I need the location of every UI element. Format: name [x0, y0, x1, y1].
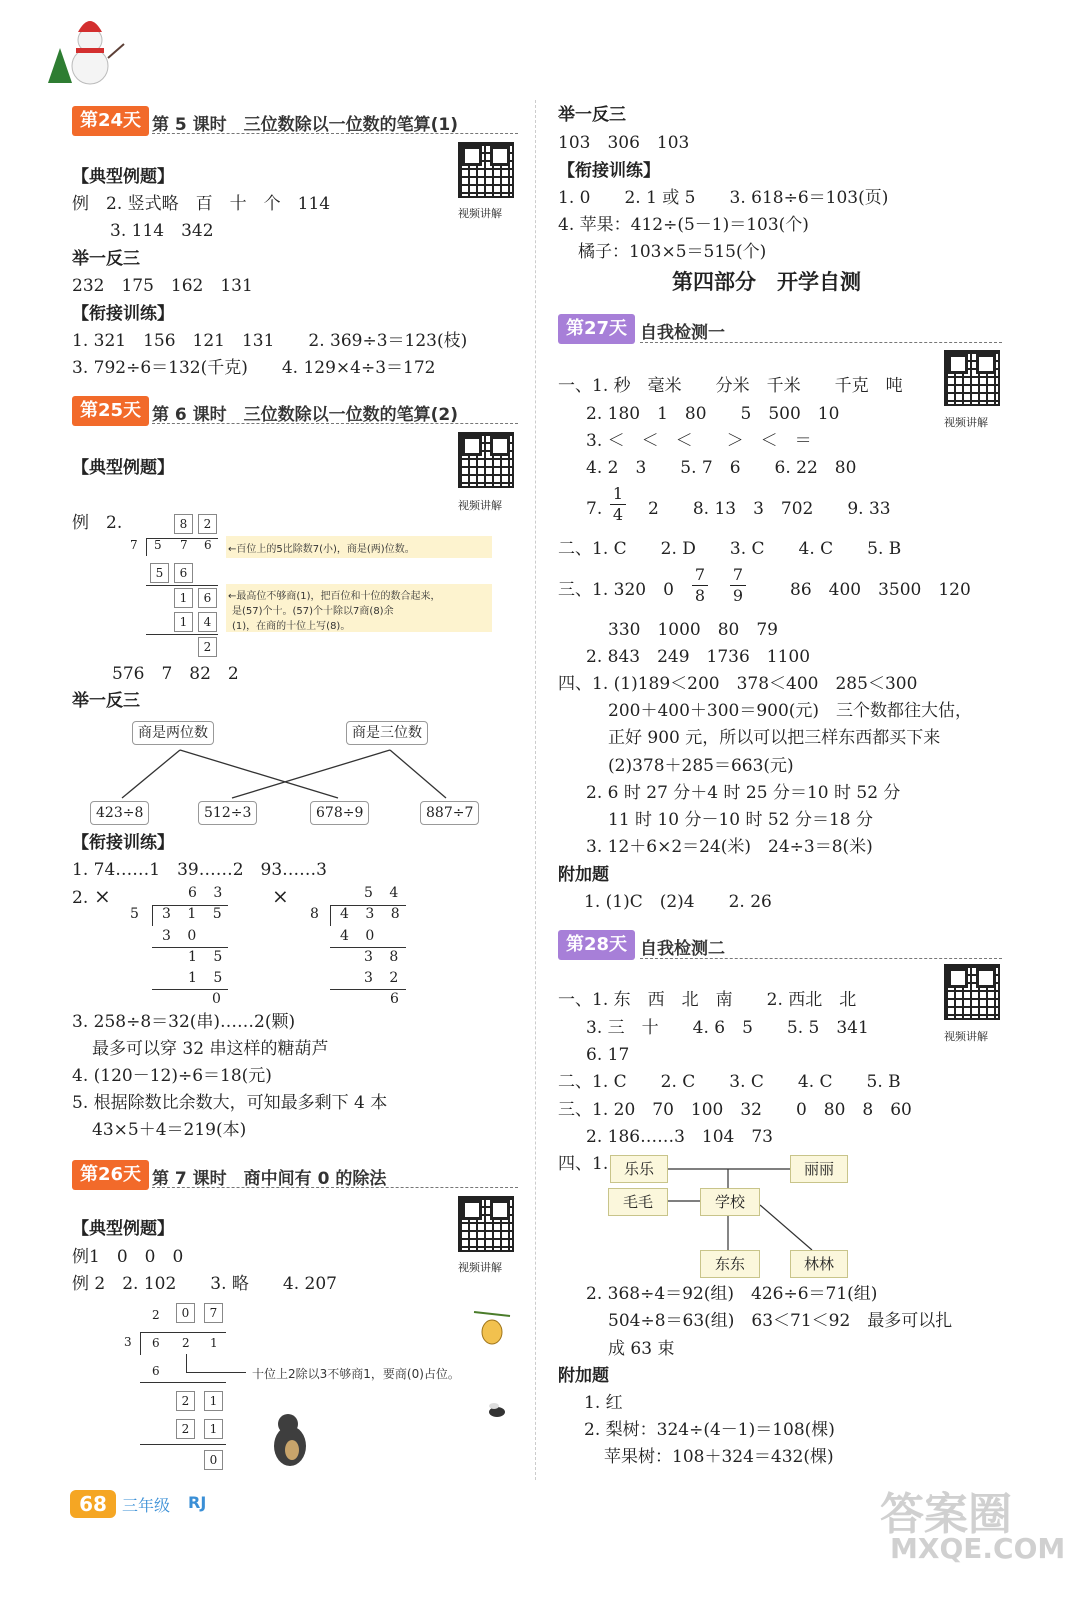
answer-line: 例1 0 0 0 — [72, 1247, 184, 1267]
answer-line: 6. 17 — [586, 1045, 630, 1065]
answer-line: 2. 843 249 1736 1100 — [586, 647, 811, 667]
day28-tag: 第28天 — [558, 930, 635, 960]
option-box: 512÷3 — [198, 801, 257, 825]
qr-label: 视频讲解 — [944, 1030, 988, 1043]
answer-line: 1. (1)C (2)4 2. 26 — [584, 892, 772, 912]
answer-line: 2 8. 13 3 702 9. 33 — [648, 499, 891, 519]
wrong-mark: × — [94, 884, 111, 908]
section-heading: 举一反三 — [72, 691, 140, 711]
day24-tag: 第24天 — [72, 106, 149, 136]
answer-line: 330 1000 80 79 — [608, 620, 778, 640]
place-lele: 乐乐 — [610, 1155, 668, 1183]
day27-title: 自我检测一 — [640, 323, 725, 343]
answer-line: 二、1. C 2. D 3. C 4. C 5. B — [558, 539, 902, 559]
section-heading: 【典型例题】 — [72, 167, 174, 187]
answer-line: 2. 186……3 104 73 — [586, 1127, 773, 1147]
answer-line: 200＋400＋300＝900(元) 三个数都往大估， — [608, 701, 973, 721]
answer-line: 3. 258÷8＝32(串)……2(颗) — [72, 1012, 296, 1032]
section-heading: 【典型例题】 — [72, 1219, 174, 1239]
qr-label: 视频讲解 — [458, 207, 502, 220]
answer-line: 四、1. (1)189＜200 378＜400 285＜300 — [558, 674, 918, 694]
answer-line: 576 7 82 2 — [112, 664, 239, 684]
answer-line: 4. (120－12)÷6＝18(元) — [72, 1066, 272, 1086]
edition-label: RJ — [188, 1493, 207, 1512]
answer-line: 一、1. 东 西 北 南 2. 西北 北 — [558, 990, 857, 1010]
day28-title: 自我检测二 — [640, 939, 725, 959]
answer-line: 苹果树：108＋324＝432(棵) — [604, 1447, 834, 1467]
fraction: 7 9 — [730, 566, 746, 605]
day26-title: 第 7 课时 商中间有 0 的除法 — [152, 1169, 387, 1189]
answer-line: 3. 792÷6＝132(千克) 4. 129×4÷3＝172 — [72, 358, 436, 378]
answer-line: 4. 2 3 5. 7 6 6. 22 80 — [586, 458, 857, 478]
fraction: 7 8 — [692, 566, 708, 605]
page-number: 68 — [70, 1490, 116, 1518]
answer-line: 1. 0 2. 1 或 5 3. 618÷6＝103(页) — [558, 188, 889, 208]
answer-line: 2. 180 1 80 5 500 10 — [586, 404, 840, 424]
answer-line: 三、1. 320 0 — [558, 580, 674, 600]
answer-line: 3. 114 342 — [110, 221, 214, 241]
answer-line: 最多可以穿 32 串这样的糖葫芦 — [92, 1039, 329, 1059]
option-box: 678÷9 — [310, 801, 369, 825]
answer-line: 3. ＜ ＜ ＜ ＞ ＜ ＝ — [586, 431, 812, 451]
qr-label: 视频讲解 — [944, 416, 988, 429]
answer-line: 1. 红 — [584, 1393, 623, 1413]
section-heading: 【典型例题】 — [72, 458, 174, 478]
day27-tag: 第27天 — [558, 314, 635, 344]
place-school: 学校 — [700, 1188, 760, 1216]
section-heading: 【衔接训练】 — [558, 161, 660, 181]
wrong-mark: × — [272, 884, 289, 908]
day26-tag: 第26天 — [72, 1160, 149, 1190]
fraction: 1 4 — [610, 485, 626, 524]
section-heading: 举一反三 — [558, 105, 626, 125]
place-lili: 丽丽 — [790, 1155, 848, 1183]
label-three-digit: 商是三位数 — [346, 721, 428, 745]
day24-title: 第 5 课时 三位数除以一位数的笔算(1) — [152, 115, 459, 135]
watermark-logo: 答案圈 — [880, 1489, 1012, 1540]
qr-label: 视频讲解 — [458, 499, 502, 512]
answer-line: 一、1. 秒 毫米 分米 千米 千克 吨 — [558, 376, 903, 396]
answer-line: 1. 321 156 121 131 2. 369÷3＝123(枝) — [72, 331, 468, 351]
section-heading: 【衔接训练】 — [72, 833, 174, 853]
day25-tag: 第25天 — [72, 396, 149, 426]
example-label: 例 2. — [72, 513, 123, 533]
answer-line: 2. — [72, 888, 89, 908]
answer-line: 3. 12＋6×2＝24(米) 24÷3＝8(米) — [586, 837, 873, 857]
answer-line: 86 400 3500 120 — [790, 580, 971, 600]
answer-line: 7. — [586, 499, 603, 519]
answer-line: 橘子：103×5＝515(个) — [578, 242, 767, 262]
answer-line: 103 306 103 — [558, 133, 690, 153]
answer-line: 5. 根据除数比余数大，可知最多剩下 4 本 — [72, 1093, 388, 1113]
day25-title: 第 6 课时 三位数除以一位数的笔算(2) — [152, 405, 459, 425]
answer-line: 11 时 10 分－10 时 52 分＝18 分 — [608, 810, 873, 830]
answer-line: 例 2. 竖式略 百 十 个 114 — [72, 194, 331, 214]
answer-line: 成 63 束 — [608, 1339, 675, 1359]
answer-line: 504÷8＝63(组) 63＜71＜92 最多可以扎 — [608, 1311, 953, 1331]
answer-line: 2. 6 时 27 分＋4 时 25 分＝10 时 52 分 — [586, 783, 901, 803]
option-box: 423÷8 — [90, 801, 149, 825]
answer-line: 四、1. — [558, 1154, 609, 1174]
answer-line: 三、1. 20 70 100 32 0 80 8 60 — [558, 1100, 912, 1120]
place-linlin: 林林 — [790, 1250, 848, 1278]
answer-line: 2. 梨树：324÷(4－1)＝108(棵) — [584, 1420, 835, 1440]
part-title: 第四部分 开学自测 — [672, 270, 861, 294]
answer-line: 2. 368÷4＝92(组) 426÷6＝71(组) — [586, 1284, 878, 1304]
answer-line: 1. 74……1 39……2 93……3 — [72, 860, 327, 880]
section-heading: 举一反三 — [72, 249, 140, 269]
section-heading: 附加题 — [558, 865, 609, 885]
answer-line: 3. 三 十 4. 6 5 5. 5 341 — [586, 1018, 869, 1038]
place-maomao: 毛毛 — [608, 1188, 668, 1216]
option-box: 887÷7 — [420, 801, 479, 825]
answer-line: (2)378＋285＝663(元) — [608, 756, 794, 776]
label-two-digit: 商是两位数 — [132, 721, 214, 745]
answer-line: 232 175 162 131 — [72, 276, 253, 296]
answer-line: 例 2 2. 102 3. 略 4. 207 — [72, 1274, 337, 1294]
section-heading: 附加题 — [558, 1366, 609, 1386]
section-heading: 【衔接训练】 — [72, 304, 174, 324]
qr-label: 视频讲解 — [458, 1261, 502, 1274]
answer-line: 43×5＋4＝219(本) — [92, 1120, 247, 1140]
answer-line: 4. 苹果：412÷(5－1)＝103(个) — [558, 215, 809, 235]
watermark-url: MXQE.COM — [890, 1532, 1066, 1565]
grade-label: 三年级 — [122, 1496, 171, 1515]
answer-line: 二、1. C 2. C 3. C 4. C 5. B — [558, 1072, 901, 1092]
place-dongdong: 东东 — [700, 1250, 760, 1278]
answer-line: 正好 900 元，所以可以把三样东西都买下来 — [608, 728, 941, 748]
